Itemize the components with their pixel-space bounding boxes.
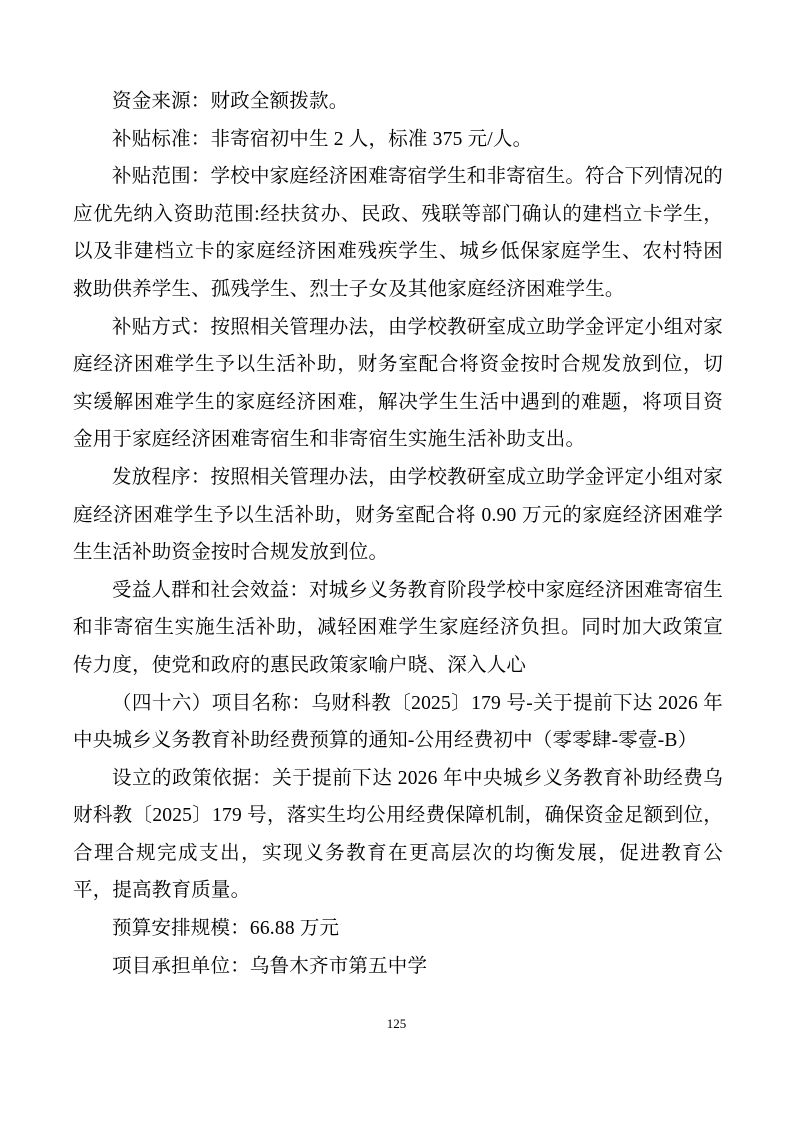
paragraph-beneficiaries-and-benefit: 受益人群和社会效益：对城乡义务教育阶段学校中家庭经济困难寄宿生和非寄宿生实施生活补助，减轻困难学生家庭经济负担。同时加大政策宣传力度，使党和政府的惠民政策家喻户晓、深入人心 [73,579,723,676]
paragraph-policy-basis: 设立的政策依据：关于提前下达 2026 年中央城乡义务教育补助经费乌财科教〔2025〕179 号，落实生均公用经费保障机制，确保资金足额到位，合理合规完成支出，实现义务教育在更高层次的均衡发展，促进教育公平，提高教育质量。 [73,767,723,902]
document-body [73,83,723,985]
paragraph-funding-source: 资金来源：财政全额拨款。 [112,91,349,112]
paragraph-budget-scale: 预算安排规模：66.88 万元 [112,918,340,940]
paragraph-subsidy-standard: 补贴标准：非寄宿初中生 2 人，标准 375 元/人。 [112,128,533,150]
paragraph-subsidy-scope: 补贴范围：学校中家庭经济困难寄宿学生和非寄宿生。符合下列情况的应优先纳入资助范围:经扶贫办、民政、残联等部门确认的建档立卡学生，以及非建档立卡的家庭经济困难残疾学生、城乡低保家庭学生、农村特困救助供养学生、孤残学生、烈士子女及其他家庭经济困难学生。 [73,166,723,300]
page-number: 125 [386,1016,407,1031]
paragraph-undertaking-unit: 项目承担单位：乌鲁木齐市第五中学 [112,955,428,977]
paragraph-subsidy-method: 补贴方式：按照相关管理办法，由学校教研室成立助学金评定小组对家庭经济困难学生予以生活补助，财务室配合将资金按时合规发放到位，切实缓解困难学生的家庭经济困难，解决学生生活中遇到的难题，将项目资金用于家庭经济困难寄宿生和非寄宿生实施生活补助支出。 [73,316,723,451]
paragraph-project-46-name: （四十六）项目名称：乌财科教〔2025〕179 号-关于提前下达 2026 年中央城乡义务教育补助经费预算的通知-公用经费初中（零零肆-零壹-B） [73,692,723,752]
paragraph-disbursement-procedure: 发放程序：按照相关管理办法，由学校教研室成立助学金评定小组对家庭经济困难学生予以生活补助，财务室配合将 0.90 万元的家庭经济困难学生生活补助资金按时合规发放到位。 [73,466,723,564]
